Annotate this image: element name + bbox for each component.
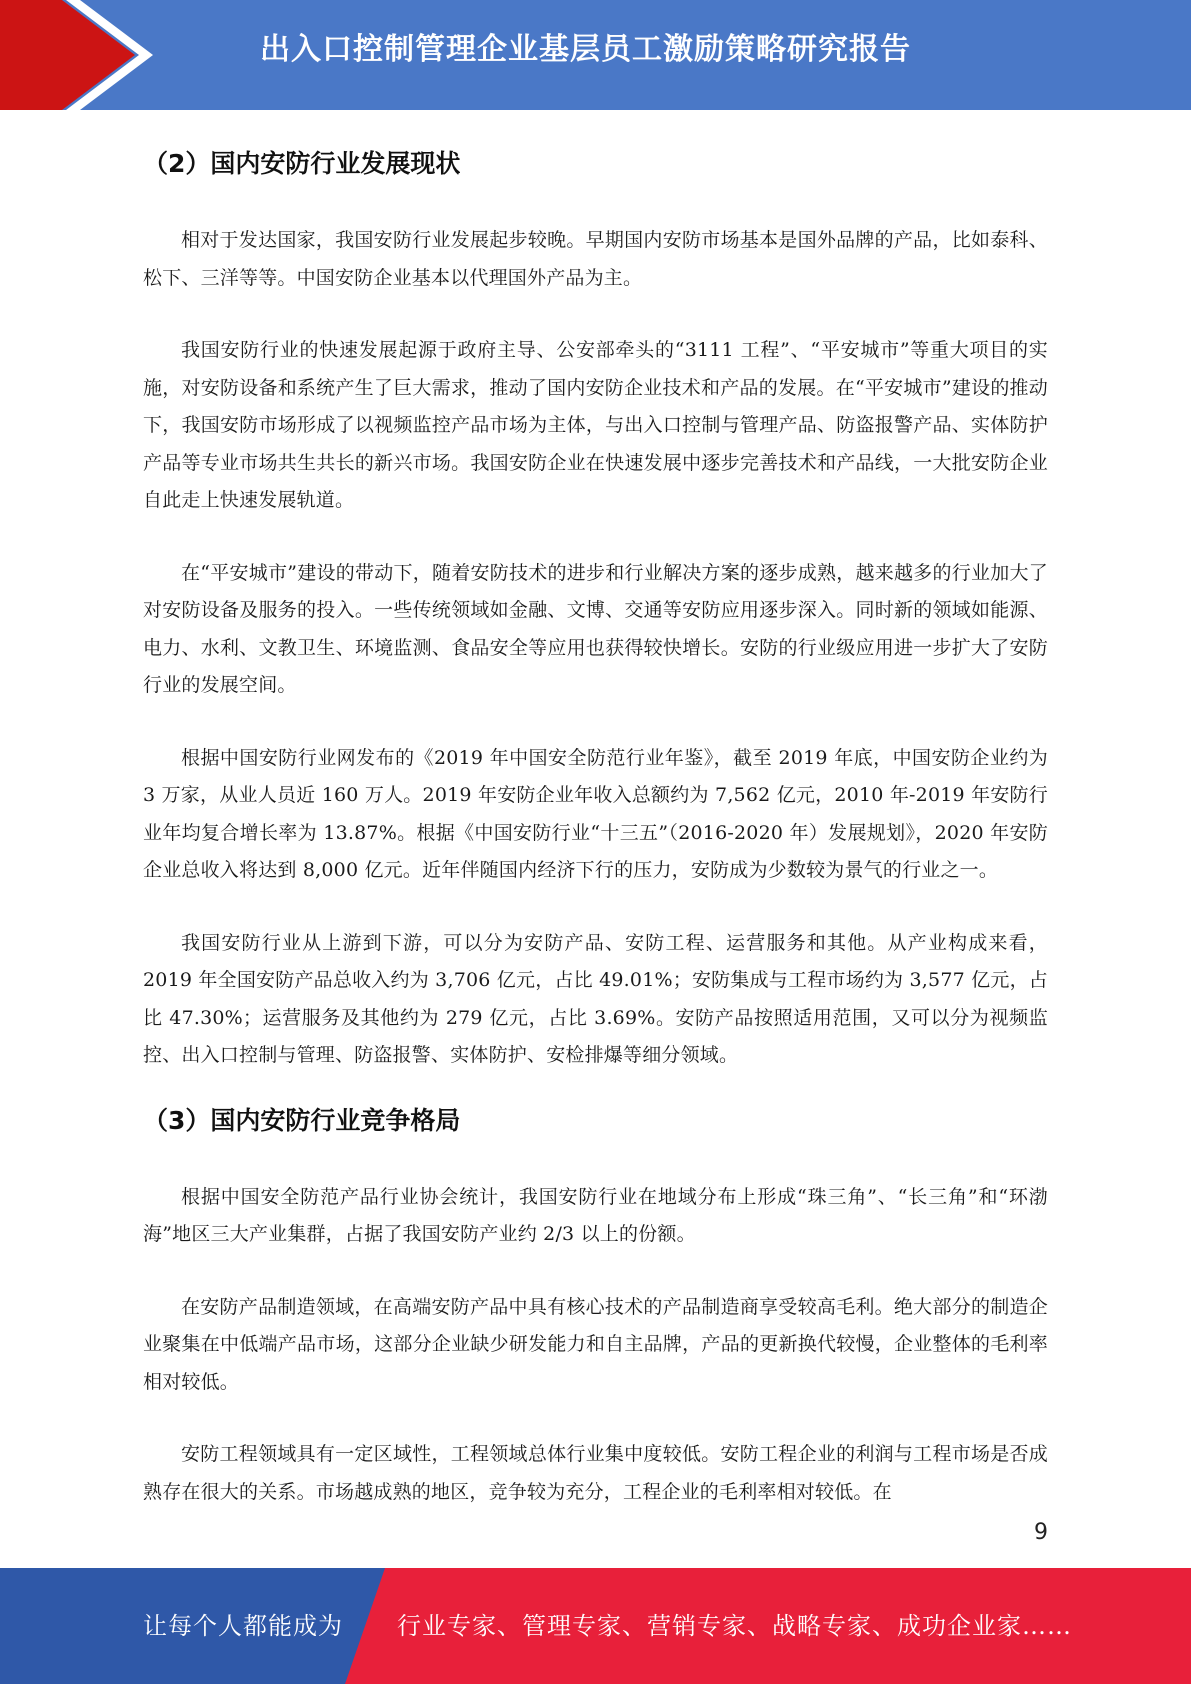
paragraph: 在“平安城市”建设的带动下，随着安防技术的进步和行业解决方案的逐步成熟，越来越多的行业加大了对安防设备及服务的投入。一些传统领域如金融、文博、交通等安防应用逐步深入。同时新的领域如能源、电力、水利、文教卫生、环境监测、食品安全等应用也获得较快增长。安防的行业级应用进一步扩大了安防行业的发展空间。 <box>143 561 1048 696</box>
paragraph: 我国安防行业从上游到下游，可以分为安防产品、安防工程、运营服务和其他。从产业构成来看，2019 年全国安防产品总收入约为 3,706 亿元，占比 49.01%；安防集成与工程市场约为 3,577 亿元，占比 47.30%；运营服务及其他约为 279 亿元，占比 3.69%。安防产品按照适用范围，又可以分为视频监控、出入口控制与管理、防盗报警、实体防护、安检排爆等细分领域。 <box>143 931 1048 1066</box>
paragraph: 我国安防行业的快速发展起源于政府主导、公安部牵头的“3111 工程”、“平安城市”等重大项目的实施，对安防设备和系统产生了巨大需求，推动了国内安防企业技术和产品的发展。在“平安城市”建设的推动下，我国安防市场形成了以视频监控产品市场为主体，与出入口控制与管理产品、防盗报警产品、实体防护产品等专业市场共生共长的新兴市场。我国安防企业在快速发展中逐步完善技术和产品线，一大批安防企业自此走上快速发展轨道。 <box>143 339 1048 511</box>
paragraph: 在安防产品制造领域，在高端安防产品中具有核心技术的产品制造商享受较高毛利。绝大部分的制造企业聚集在中低端产品市场，这部分企业缺少研发能力和自主品牌，产品的更新换代较慢，企业整体的毛利率相对较低。 <box>143 1295 1048 1393</box>
footer-slogan-right: 行业专家、管理专家、营销专家、战略专家、成功企业家…… <box>397 1612 1072 1640</box>
main-content <box>143 118 1048 1511</box>
section-heading: （3）国内安防行业竞争格局 <box>143 1105 461 1135</box>
page-number: 9 <box>1034 1520 1048 1545</box>
report-title: 出入口控制管理企业基层员工激励策略研究报告 <box>260 32 911 67</box>
paragraph: 安防工程领域具有一定区域性，工程领域总体行业集中度较低。安防工程企业的利润与工程市场是否成熟存在很大的关系。市场越成熟的地区，竞争较为充分，工程企业的毛利率相对较低。在 <box>143 1443 1048 1503</box>
footer-slogan-left: 让每个人都能成为 <box>143 1612 343 1640</box>
paragraph: 根据中国安防行业网发布的《2019 年中国安全防范行业年鉴》，截至 2019 年底，中国安防企业约为 3 万家，从业人员近 160 万人。2019 年安防企业年收入总额约为 7,562 亿元，2010 年-2019 年安防行业年均复合增长率为 13.87%。根据《中国安防行业“十三五”（2016-2020 年）发展规划》，2020 年安防企业总收入将达到 8,000 亿元。近年伴随国内经济下行的压力，安防成为少数较为景气的行业之一。 <box>143 746 1048 881</box>
section-heading: （2）国内安防行业发展现状 <box>143 149 461 178</box>
chevron-arrow-icon <box>0 0 160 110</box>
header-banner <box>0 0 1191 110</box>
footer-banner <box>0 1568 1191 1684</box>
paragraph: 根据中国安全防范产品行业协会统计，我国安防行业在地域分布上形成“珠三角”、“长三角”和“环渤海”地区三大产业集群，占据了我国安防产业约 2/3 以上的份额。 <box>143 1185 1048 1245</box>
paragraph: 相对于发达国家，我国安防行业发展起步较晚。早期国内安防市场基本是国外品牌的产品，比如泰科、松下、三洋等等。中国安防企业基本以代理国外产品为主。 <box>143 229 1048 289</box>
